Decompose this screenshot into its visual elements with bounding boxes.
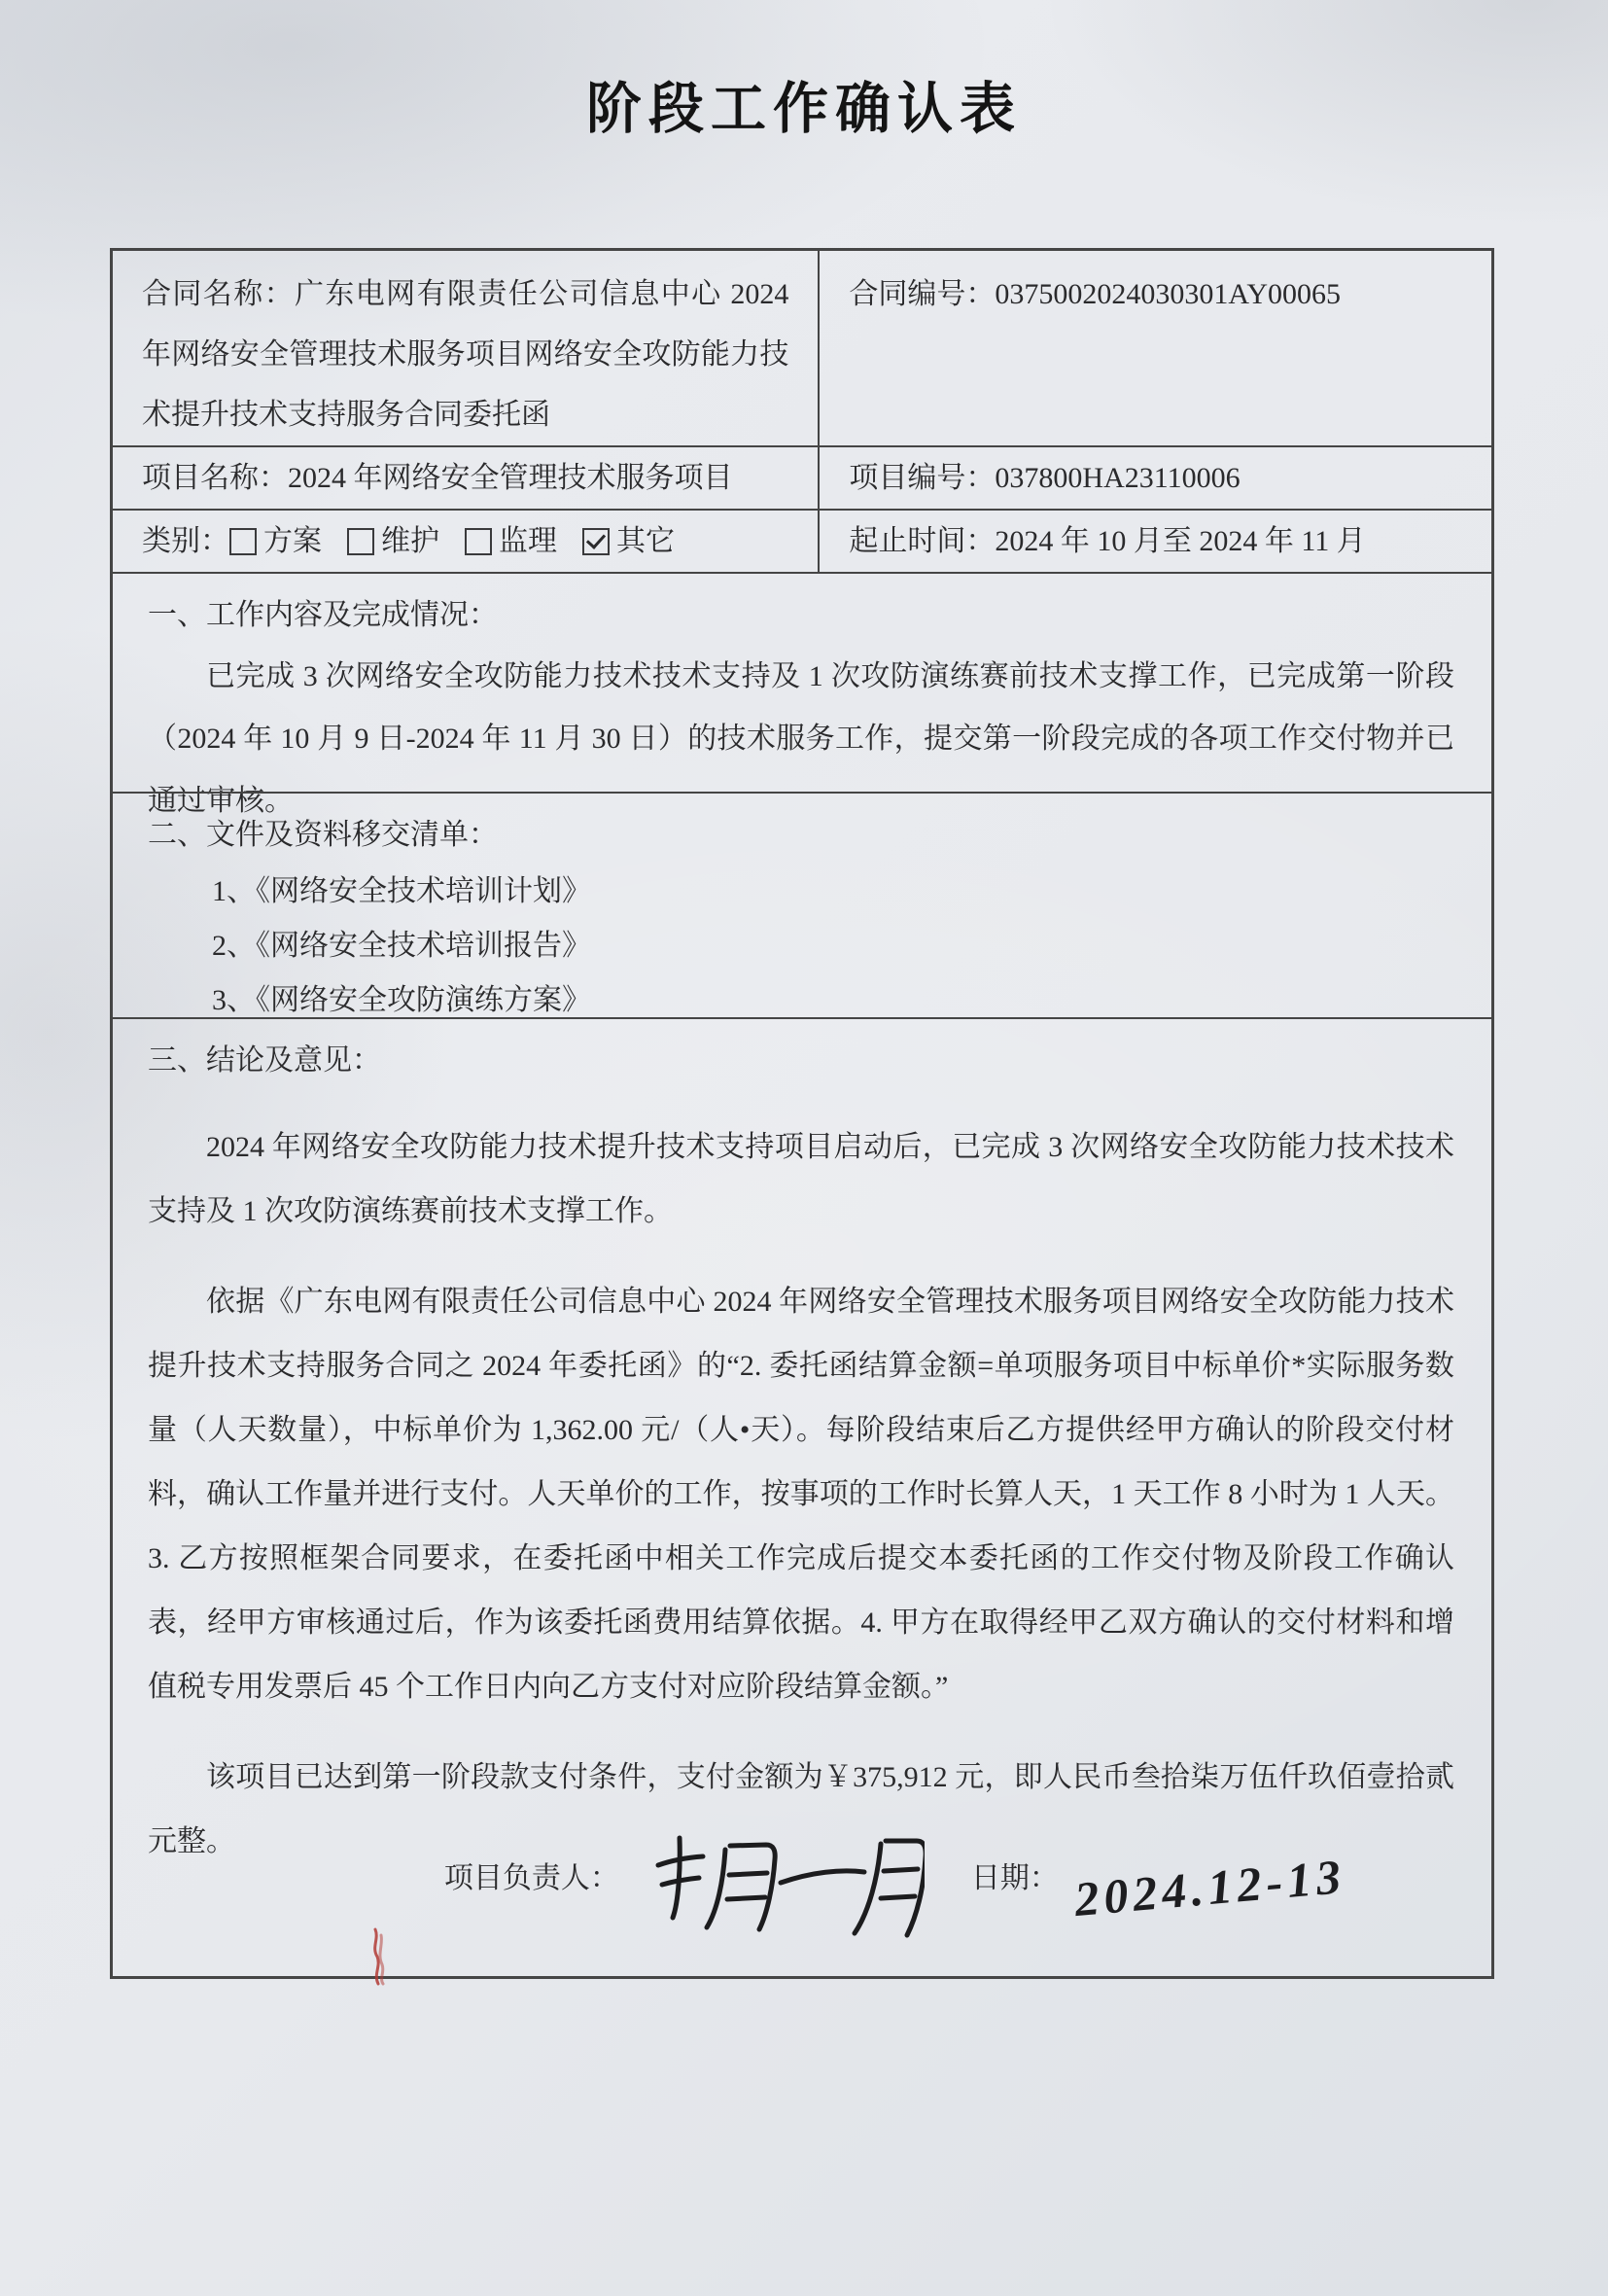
list-item: 3、《网络安全攻防演练方案》 xyxy=(212,984,591,1016)
section3-paragraph-2: 依据《广东电网有限责任公司信息中心 2024 年网络安全管理技术服务项目网络安全攻防能力技术提升技术支持服务合同之 2024 年委托函》的“2. 委托函结算金额=单项服务项目中标单价*实际服务数量（人天数量），中标单价为 1,362.00 元/（人•天）。每阶段结束后乙方提供经甲方确认的阶段交付材料，确认工作量并进行支付。人天单价的工作，按事项的工作时长算人天，1 天工作 8 小时为 1 人天。3. 乙方按照框架合同要求，在委托函中相关工作完成后提交本委托函的工作交付物及阶段工作确认表，经甲方审核通过后，作为该委托函费用结算依据。4. 甲方在取得经甲乙双方确认的交付材料和增值税专用发票后 45 个工作日内向乙方支付对应阶段结算金额。” xyxy=(148,1286,1454,1703)
project-name-label: 项目名称： xyxy=(142,462,288,494)
category-options xyxy=(229,511,675,572)
project-no-cell xyxy=(820,447,1491,509)
category-option-label: 维护 xyxy=(381,525,439,557)
date-label: 日期： xyxy=(970,1862,1059,1894)
contract-no-label: 合同编号： xyxy=(849,278,996,310)
section2-heading: 二、文件及资料移交清单： xyxy=(148,819,498,851)
section-handover-list xyxy=(113,792,1491,1017)
red-pen-mark xyxy=(362,1925,395,1988)
contract-no-cell xyxy=(820,251,1491,445)
contract-no-value: 0375002024030301AY00065 xyxy=(995,278,1341,310)
section1-paragraph: 已完成 3 次网络安全攻防能力技术技术支持及 1 次攻防演练赛前技术支撑工作，已完成第一阶段（2024 年 10 月 9 日-2024 年 11 月 30 日）的技术服务工作，提交第一阶段完成的各项工作交付物并已通过审核。 xyxy=(148,660,1454,817)
date-handwritten: 2024.12-13 xyxy=(1071,1848,1347,1927)
category-option-label: 其它 xyxy=(616,525,675,557)
row-contract xyxy=(113,251,1491,445)
manager-signature xyxy=(633,1826,925,1943)
signature-row xyxy=(113,1844,1491,1943)
project-no-value: 037800HA23110006 xyxy=(995,462,1241,494)
project-name-cell xyxy=(113,447,820,509)
contract-name-label: 合同名称： xyxy=(142,278,295,310)
section-work-content xyxy=(113,572,1491,817)
checkbox-unchecked-icon xyxy=(465,528,492,555)
duration-cell xyxy=(820,511,1491,572)
checkbox-unchecked-icon xyxy=(229,528,257,555)
project-no-label: 项目编号： xyxy=(849,462,996,494)
checkbox-unchecked-icon xyxy=(347,528,374,555)
section3-paragraph-3: 该项目已达到第一阶段款支付条件，支付金额为￥375,912 元，即人民币叁拾柒万伍仟玖佰壹拾贰元整。 xyxy=(148,1761,1454,1857)
manager-label: 项目负责人： xyxy=(443,1862,619,1894)
category-option-label: 方案 xyxy=(263,525,322,557)
duration-value: 2024 年 10 月至 2024 年 11 月 xyxy=(995,525,1366,557)
project-name-value: 2024 年网络安全管理技术服务项目 xyxy=(288,462,733,494)
category-option-jianli xyxy=(465,511,557,572)
category-label: 类别： xyxy=(142,525,229,557)
list-item: 2、《网络安全技术培训报告》 xyxy=(212,930,591,962)
section1-heading: 一、工作内容及完成情况： xyxy=(148,599,498,631)
row-category xyxy=(113,509,1491,572)
category-option-qita xyxy=(582,511,675,572)
section3-heading: 三、结论及意见： xyxy=(148,1044,381,1077)
contract-name-value: 广东电网有限责任公司信息中心 2024 年网络安全管理技术服务项目网络安全攻防能力技术提升技术支持服务合同委托函 xyxy=(142,278,789,431)
page-title: 阶段工作确认表 xyxy=(586,79,1022,140)
category-cell xyxy=(113,511,820,572)
category-option-fangan xyxy=(229,511,322,572)
list-item: 1、《网络安全技术培训计划》 xyxy=(212,875,591,907)
confirmation-form-table xyxy=(110,248,1494,1979)
section3-paragraph-1: 2024 年网络安全攻防能力技术提升技术支持项目启动后，已完成 3 次网络安全攻防能力技术技术支持及 1 次攻防演练赛前技术支撑工作。 xyxy=(148,1131,1454,1227)
category-option-label: 监理 xyxy=(499,525,557,557)
section-conclusion xyxy=(113,1017,1491,1976)
contract-name-cell xyxy=(113,251,820,445)
checkbox-checked-icon xyxy=(582,528,610,555)
category-option-weihu xyxy=(347,511,439,572)
row-project xyxy=(113,445,1491,509)
duration-label: 起止时间： xyxy=(849,525,996,557)
